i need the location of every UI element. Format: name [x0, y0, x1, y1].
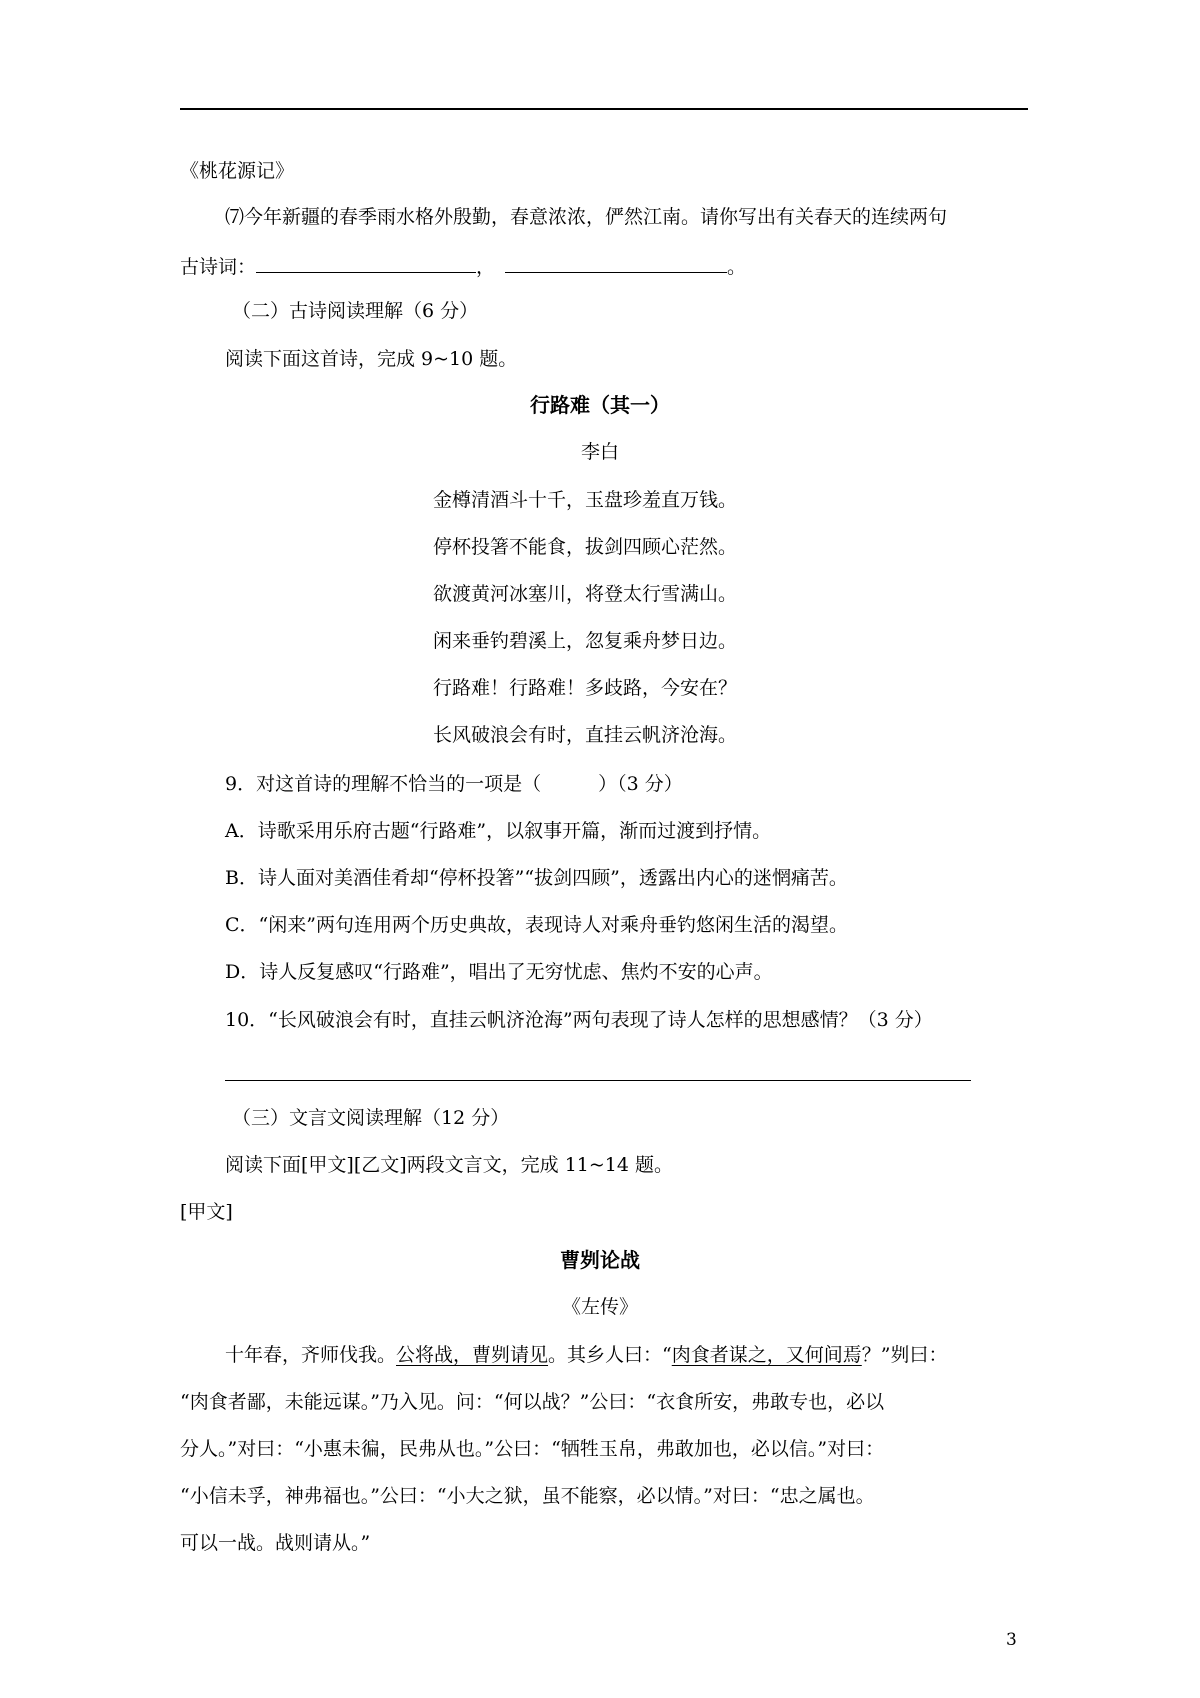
underlined-phrase: 公将战，曹刿请见 [396, 1344, 549, 1366]
q9-stem: 9．对这首诗的理解不恰当的一项是（ ）（3 分） [225, 773, 683, 795]
wenyan-line: “肉食者鄙，未能远谋。”乃入见。问：“何以战？”公曰：“衣食所安，弗敢专也，必以 [180, 1391, 885, 1413]
wenyan-source: 《左传》 [561, 1296, 638, 1318]
q7-comma: ， [476, 256, 496, 278]
q9-option-d: D．诗人反复感叹“行路难”，唱出了无穷忧虑、焦灼不安的心声。 [225, 961, 773, 983]
header-rule [180, 108, 1028, 110]
q7-period: 。 [727, 256, 747, 278]
text-span: 十年春，齐师伐我。 [225, 1344, 397, 1366]
wenyan-line: 可以一战。战则请从。” [180, 1532, 371, 1554]
text-span: ？”刿曰： [861, 1344, 948, 1366]
text-span: 。其乡人曰：“ [548, 1344, 672, 1366]
section2-instruction: 阅读下面这首诗，完成 9~10 题。 [225, 348, 518, 370]
q9-option-c: C．“闲来”两句连用两个历史典故，表现诗人对乘舟垂钓悠闲生活的渴望。 [225, 914, 848, 936]
poem-author: 李白 [580, 441, 619, 463]
q7-line2 [180, 250, 746, 281]
q10-answer-line[interactable] [225, 1080, 971, 1081]
q7-line1: ⑺今年新疆的春季雨水格外殷勤，春意浓浓，俨然江南。请你写出有关春天的连续两句 [225, 206, 948, 228]
continued-title: 《桃花源记》 [180, 160, 295, 182]
wenyan-line: 分人。”对曰：“小惠未徧，民弗从也。”公曰：“牺牲玉帛，弗敢加也，必以信。”对曰： [180, 1438, 885, 1460]
q9-option-b: B．诗人面对美酒佳肴却“停杯投箸”“拔剑四顾”，透露出内心的迷惘痛苦。 [225, 867, 848, 889]
underlined-phrase: 肉食者谋之，又何间焉 [671, 1344, 862, 1366]
poem-line: 行路难！行路难！多歧路，今安在？ [433, 677, 738, 699]
q7-prefix: 古诗词： [180, 256, 257, 278]
q10-stem: 10．“长风破浪会有时，直挂云帆济沧海”两句表现了诗人怎样的思想感情？（3 分） [225, 1009, 933, 1031]
wenyan-line: “小信未孚，神弗福也。”公曰：“小大之狱，虽不能察，必以情。”对曰：“忠之属也。 [180, 1485, 875, 1507]
section2-heading: （二）古诗阅读理解（6 分） [232, 300, 479, 322]
poem-line: 停杯投箸不能食，拔剑四顾心茫然。 [433, 536, 738, 558]
section3-instruction: 阅读下面[甲文][乙文]两段文言文，完成 11~14 题。 [225, 1154, 674, 1176]
poem-title: 行路难（其一） [530, 393, 670, 417]
poem-line: 金樽清酒斗十千，玉盘珍羞直万钱。 [433, 489, 738, 511]
wenyan-line-1 [225, 1341, 947, 1369]
q9-option-a: A．诗歌采用乐府古题“行路难”，以叙事开篇，渐而过渡到抒情。 [225, 820, 772, 842]
poem-line: 欲渡黄河冰塞川，将登太行雪满山。 [433, 583, 738, 605]
label-jia: [甲文] [180, 1201, 233, 1223]
poem-line: 长风破浪会有时，直挂云帆济沧海。 [433, 724, 738, 746]
poem-line: 闲来垂钓碧溪上，忽复乘舟梦日边。 [433, 630, 738, 652]
page-number: 3 [1006, 1630, 1017, 1650]
answer-blank-2[interactable] [505, 250, 727, 273]
answer-blank-1[interactable] [256, 250, 476, 273]
section3-heading: （三）文言文阅读理解（12 分） [232, 1107, 510, 1129]
wenyan-title: 曹刿论战 [560, 1248, 640, 1272]
